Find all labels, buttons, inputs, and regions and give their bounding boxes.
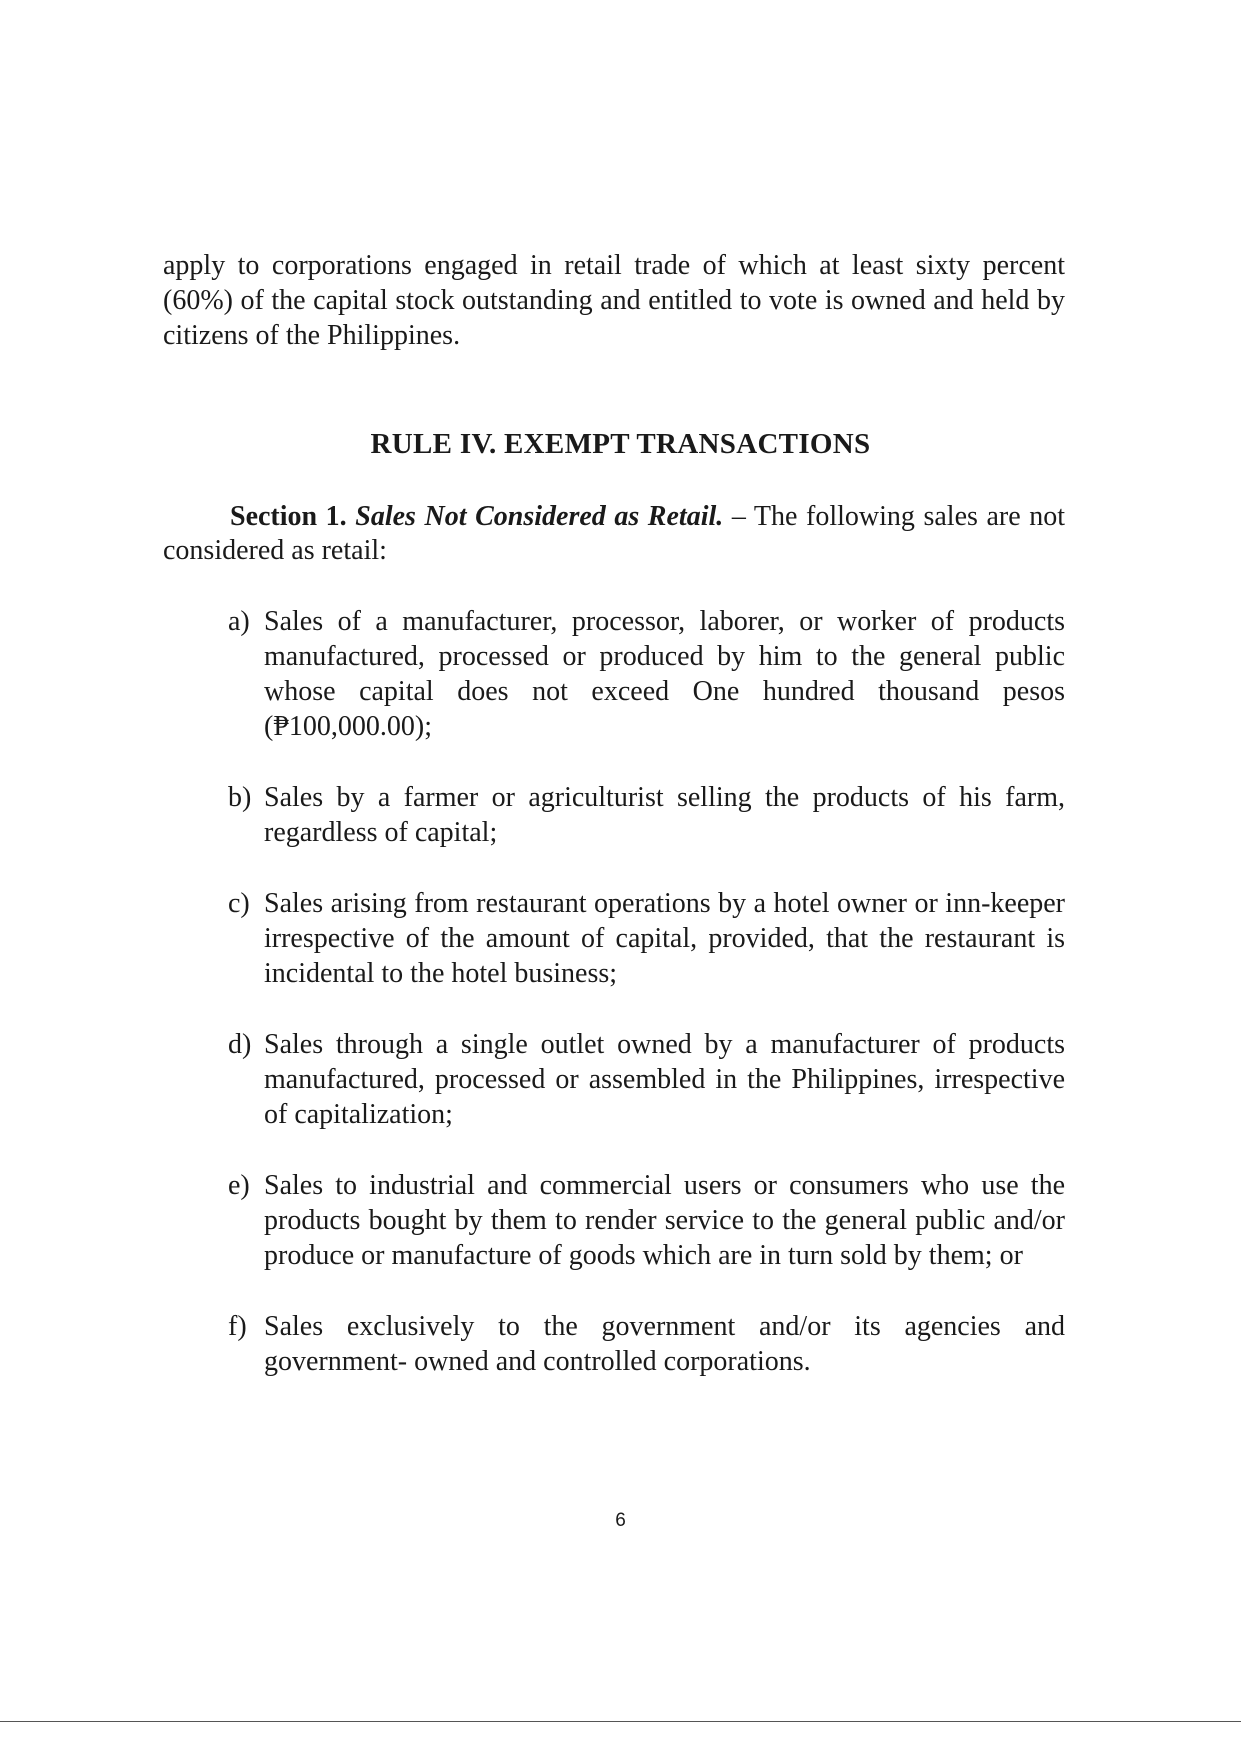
list-item-marker: b): [228, 782, 252, 813]
list-item: [228, 1168, 1065, 1273]
list-item: [228, 1027, 1065, 1132]
list-item-marker: a): [228, 606, 250, 637]
list-item: [228, 780, 1065, 850]
list-item-text: Sales of a manufacturer, processor, laborer, or worker of products manufactured, processed or produced by him to the general public whose capital does not exceed One hundred thousand pesos (₱100,000.00);: [264, 606, 1065, 742]
list-item: [228, 886, 1065, 991]
list-item-marker: f): [228, 1311, 247, 1342]
rule-heading: RULE IV. EXEMPT TRANSACTIONS: [370, 428, 871, 460]
page-number: 6: [615, 1510, 626, 1531]
list-item-marker: c): [228, 888, 250, 919]
list-item-marker: d): [228, 1029, 252, 1060]
list-item-marker: e): [228, 1170, 250, 1201]
footer-divider: [0, 1721, 1241, 1722]
list-item-text: Sales exclusively to the government and/or its agencies and government- owned and controlled corporations.: [264, 1311, 1065, 1377]
list-item: [228, 1309, 1065, 1379]
intro-paragraph: apply to corporations engaged in retail trade of which at least sixty percent (60%) of the capital stock outstanding and entitled to vote is owned and held by citizens of the Philippines.: [163, 250, 1065, 351]
exempt-sales-list: [228, 604, 1065, 1415]
list-item: [228, 604, 1065, 744]
list-item-text: Sales by a farmer or agriculturist selling the products of his farm, regardless of capital;: [264, 782, 1065, 848]
list-item-text: Sales to industrial and commercial users or consumers who use the products bought by them to render service to the general public and/or produce or manufacture of goods which are in turn sold by them; or: [264, 1170, 1065, 1271]
list-item-text: Sales arising from restaurant operations by a hotel owner or inn-keeper irrespective of the amount of capital, provided, that the restaurant is incidental to the hotel business;: [264, 888, 1065, 989]
section-title: Sales Not Considered as Retail.: [355, 501, 724, 532]
section-body: – The following sales are not considered as retail:: [163, 501, 1066, 566]
list-item-text: Sales through a single outlet owned by a manufacturer of products manufactured, processed or assembled in the Philippines, irrespective of capitalization;: [264, 1029, 1065, 1130]
section-paragraph: [163, 500, 1065, 568]
section-number: Section 1.: [230, 501, 347, 532]
